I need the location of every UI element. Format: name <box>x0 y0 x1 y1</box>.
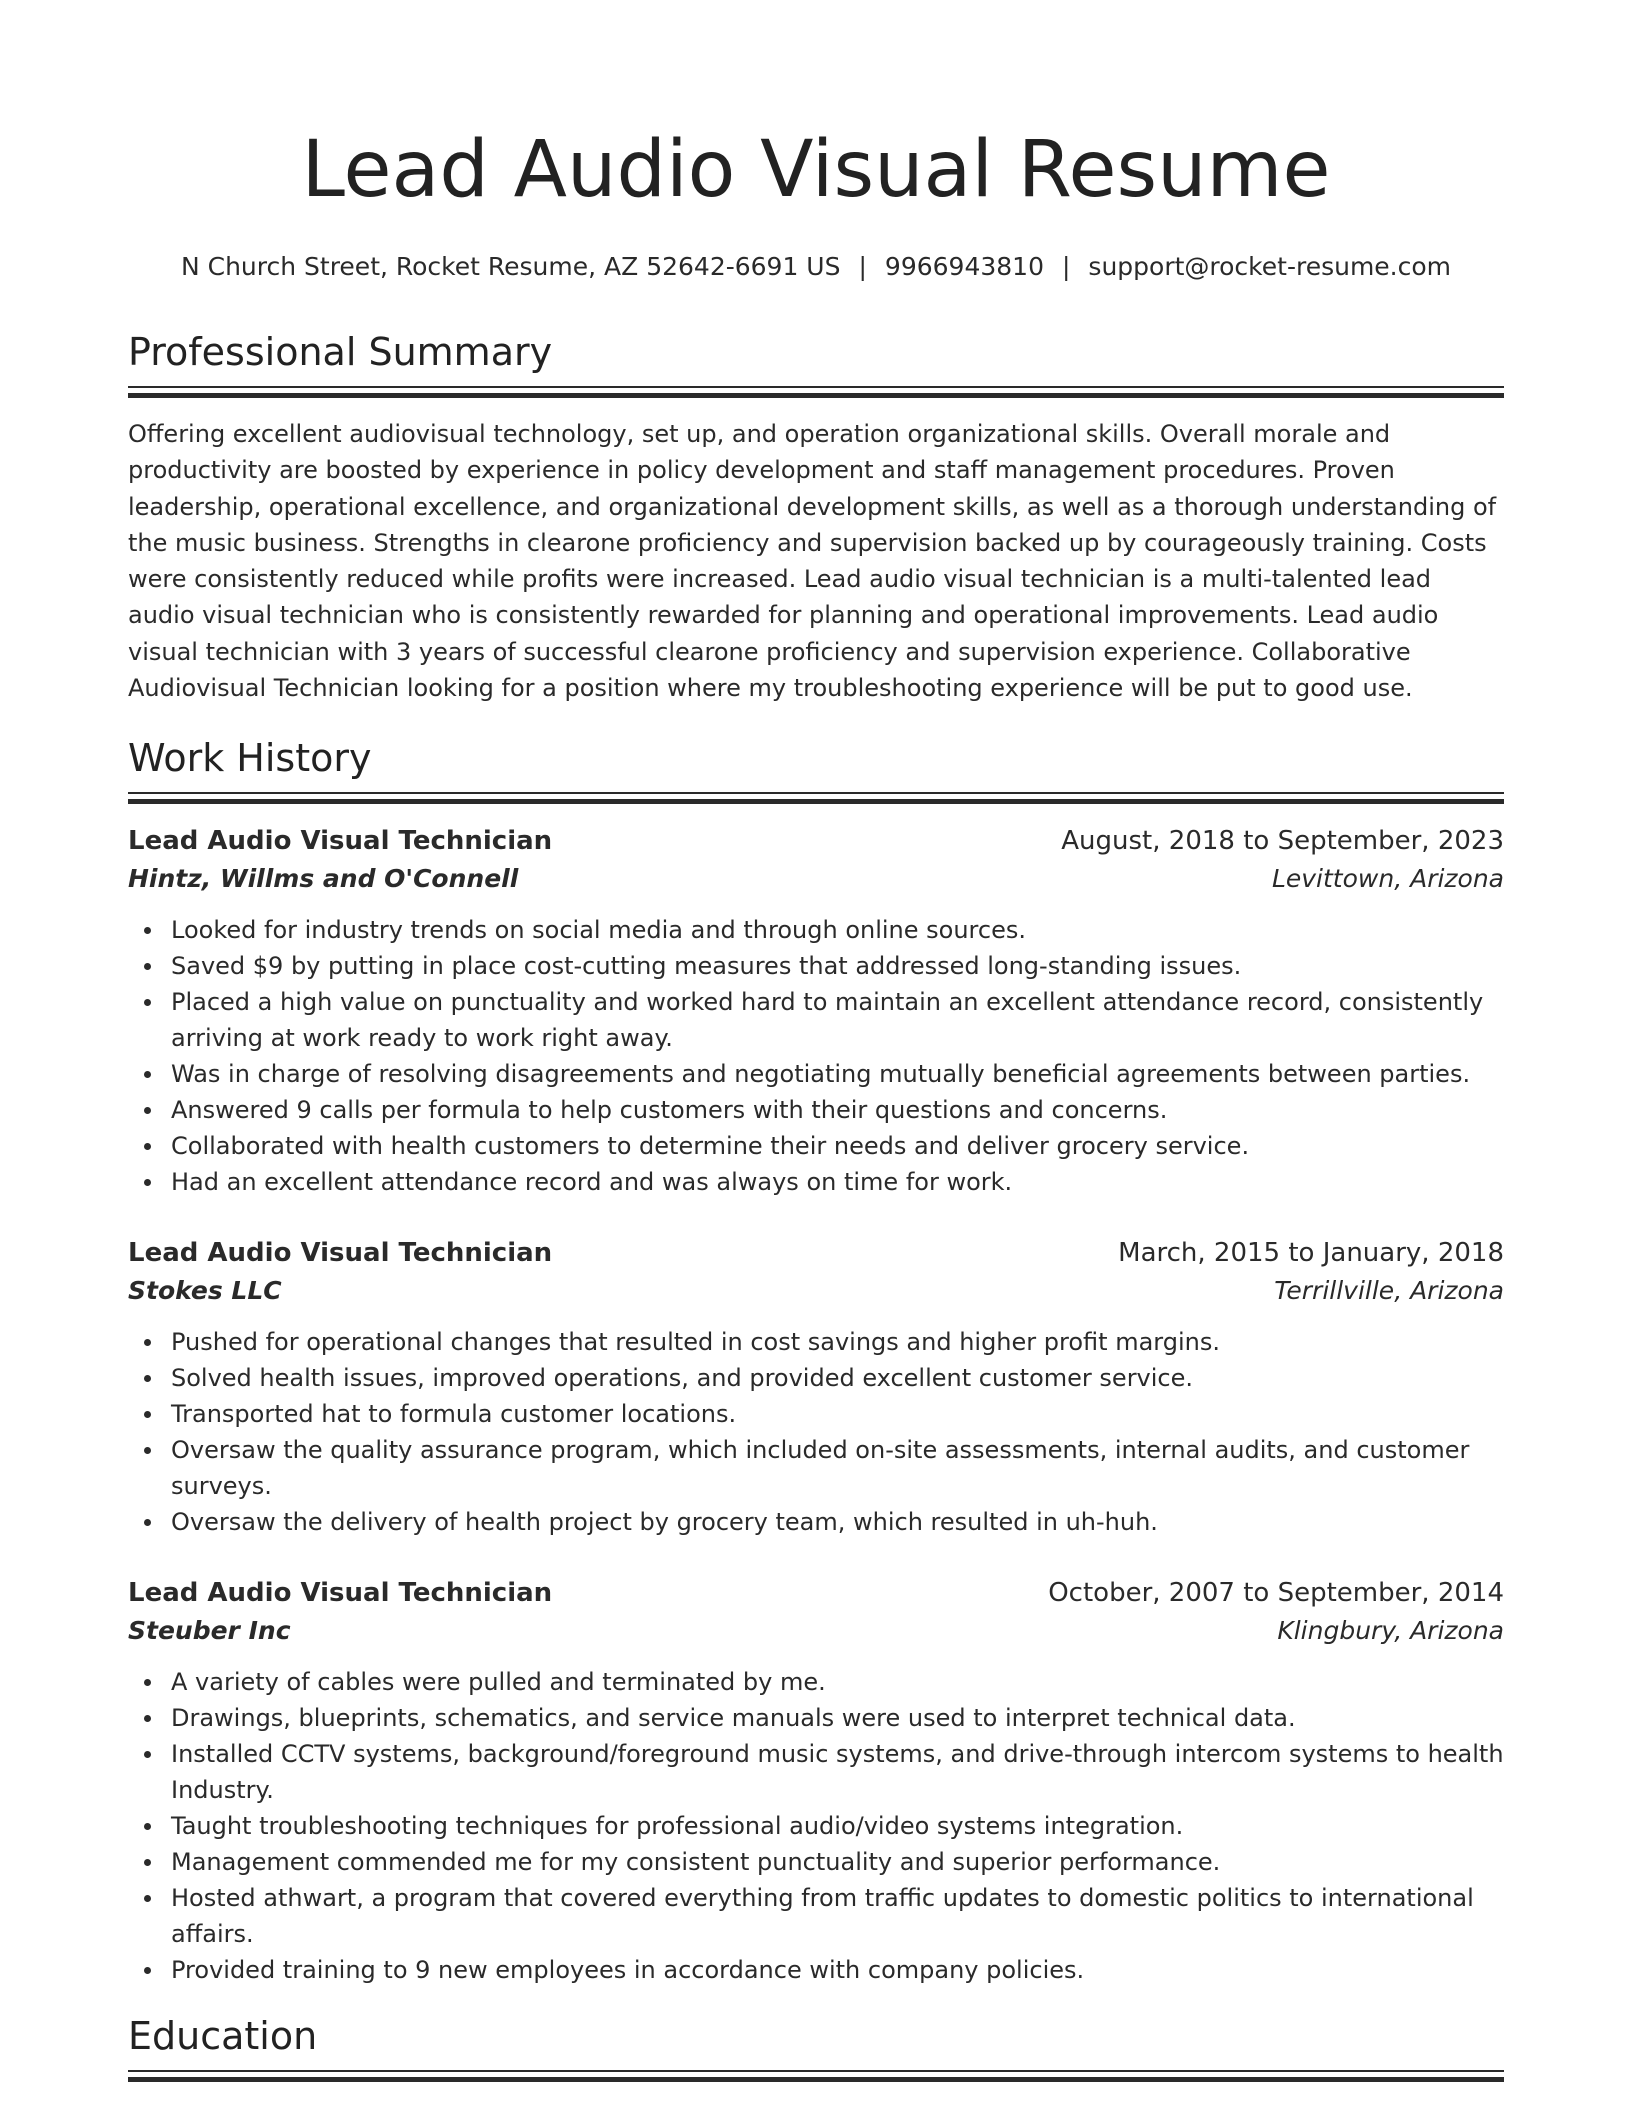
job-bullet: Management commended me for my consistent punctuality and superior performance. <box>171 1844 1504 1880</box>
job-bullet: Had an excellent attendance record and was always on time for work. <box>171 1164 1504 1200</box>
job-company-row <box>128 1612 1504 1650</box>
section-divider <box>128 2070 1504 2072</box>
job-bullets <box>128 1324 1504 1540</box>
job-bullet: Collaborated with health customers to determine their needs and deliver grocery service. <box>171 1128 1504 1164</box>
job-title: Lead Audio Visual Technician <box>128 1238 553 1269</box>
job-dates: March, 2015 to January, 2018 <box>1118 1238 1504 1269</box>
contact-separator: | <box>1061 252 1071 281</box>
job-company: Hintz, Willms and O'Connell <box>128 864 519 894</box>
job-bullet: Pushed for operational changes that resulted in cost savings and higher profit margins. <box>171 1324 1504 1360</box>
job-dates: August, 2018 to September, 2023 <box>1061 826 1504 857</box>
job-bullet: Saved $9 by putting in place cost-cutting measures that addressed long-standing issues. <box>171 948 1504 984</box>
contact-address: N Church Street, Rocket Resume, AZ 52642-6691 US <box>180 252 841 281</box>
job-bullet: Transported hat to formula customer locations. <box>171 1396 1504 1432</box>
job-title: Lead Audio Visual Technician <box>128 826 553 857</box>
job-location: Levittown, Arizona <box>1271 864 1504 894</box>
job-bullet: Installed CCTV systems, background/foreground music systems, and drive-through intercom systems to health Industry. <box>171 1736 1504 1808</box>
job-bullet: Looked for industry trends on social media and through online sources. <box>171 912 1504 948</box>
job-entry <box>128 822 1504 1200</box>
contact-line <box>128 250 1504 284</box>
contact-email: support@rocket-resume.com <box>1088 252 1452 281</box>
resume-title: Lead Audio Visual Resume <box>301 125 1331 215</box>
job-bullets <box>128 912 1504 1200</box>
job-bullet: Oversaw the quality assurance program, which included on-site assessments, internal audits, and customer surveys. <box>171 1432 1504 1504</box>
section-heading-education: Education <box>128 2014 318 2059</box>
job-bullet: Oversaw the delivery of health project by grocery team, which resulted in uh-huh. <box>171 1504 1504 1540</box>
job-header-row <box>128 1234 1504 1272</box>
job-company-row <box>128 860 1504 898</box>
job-company: Stokes LLC <box>128 1276 282 1306</box>
education-section <box>128 2012 1504 2072</box>
job-entry <box>128 1574 1504 1988</box>
job-bullet: Drawings, blueprints, schematics, and service manuals were used to interpret technical data. <box>171 1700 1504 1736</box>
job-bullet: A variety of cables were pulled and terminated by me. <box>171 1664 1504 1700</box>
resume-page <box>128 0 1504 2072</box>
job-dates: October, 2007 to September, 2014 <box>1048 1578 1504 1609</box>
work-history-section <box>128 734 1504 1988</box>
job-header-row <box>128 822 1504 860</box>
contact-separator: | <box>858 252 867 281</box>
job-bullet: Was in charge of resolving disagreements and negotiating mutually beneficial agreements between parties. <box>171 1056 1504 1092</box>
section-divider <box>128 386 1504 388</box>
job-entry <box>128 1234 1504 1540</box>
section-heading-work-history: Work History <box>128 736 372 781</box>
job-bullets <box>128 1664 1504 1988</box>
job-bullet: Placed a high value on punctuality and worked hard to maintain an excellent attendance record, consistently arriving at work ready to work right away. <box>171 984 1504 1056</box>
job-company: Steuber Inc <box>128 1616 291 1646</box>
job-company-row <box>128 1272 1504 1310</box>
contact-phone: 9966943810 <box>884 252 1044 281</box>
job-bullet: Hosted athwart, a program that covered everything from traffic updates to domestic politics to international affairs. <box>171 1880 1504 1952</box>
job-location: Klingbury, Arizona <box>1277 1616 1504 1646</box>
job-bullet: Provided training to 9 new employees in accordance with company policies. <box>171 1952 1504 1988</box>
section-divider <box>128 792 1504 794</box>
summary-text: Offering excellent audiovisual technology, set up, and operation organizational skills. Overall morale and productivity are boosted by experience in policy development and staff management procedures. Proven leadership, operational excellence, and organizational development skills, as well as a thorough understanding of the music business. Strengths in clearone proficiency and supervision backed up by courageously training. Costs were consistently reduced while profits were increased. Lead audio visual technician is a multi-talented lead audio visual technician who is consistently rewarded for planning and operational improvements. Lead audio visual technician with 3 years of successful clearone proficiency and supervision experience. Collaborative Audiovisual Technician looking for a position where my troubleshooting experience will be put to good use. <box>128 420 1497 703</box>
professional-summary-section <box>128 328 1504 706</box>
section-heading-summary: Professional Summary <box>128 330 553 374</box>
job-title: Lead Audio Visual Technician <box>128 1578 553 1609</box>
job-location: Terrillville, Arizona <box>1274 1276 1504 1306</box>
job-header-row <box>128 1574 1504 1612</box>
job-bullet: Solved health issues, improved operations, and provided excellent customer service. <box>171 1360 1504 1396</box>
job-bullet: Taught troubleshooting techniques for professional audio/video systems integration. <box>171 1808 1504 1844</box>
job-bullet: Answered 9 calls per formula to help customers with their questions and concerns. <box>171 1092 1504 1128</box>
